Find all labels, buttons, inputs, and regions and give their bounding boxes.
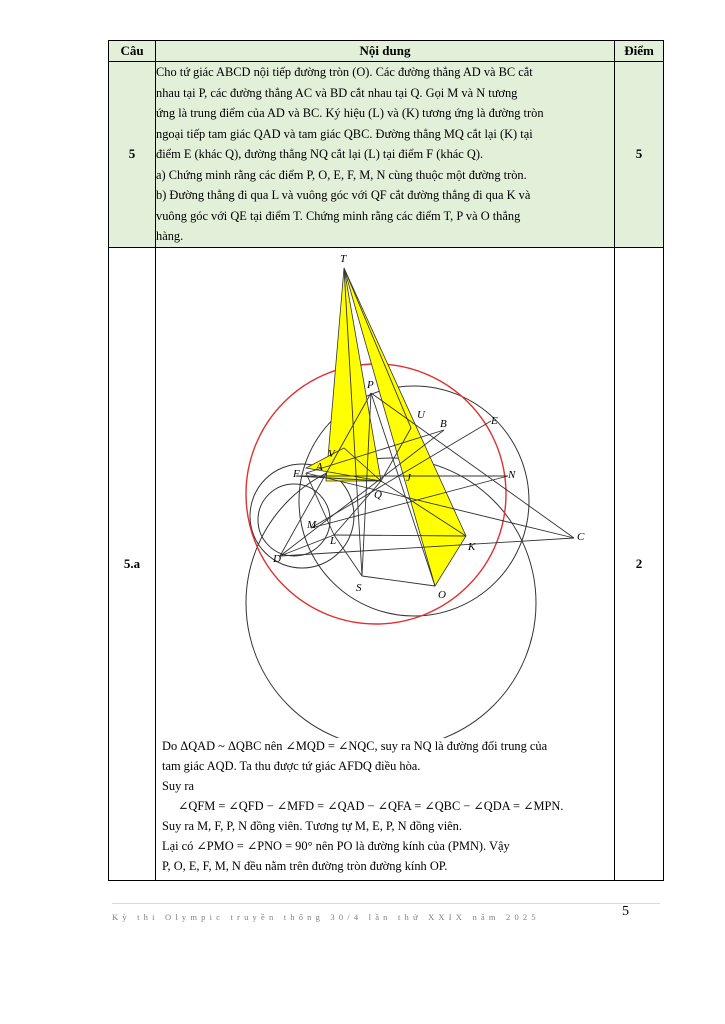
solution-number: 5.a (109, 247, 156, 880)
problem-line: a) Chứng minh rằng các điểm P, O, E, F, M, N cùng thuộc một đường tròn. (156, 167, 527, 182)
solution-content (156, 247, 615, 880)
label-k: K (468, 540, 476, 553)
footer-text: Kỳ thi Olympic truyền thống 30/4 lần thứ XXIX năm 2025 (112, 912, 540, 922)
label-t: T (340, 252, 347, 265)
label-u: U (417, 408, 425, 421)
answer-table (108, 40, 664, 881)
label-l: L (330, 534, 337, 547)
problem-points: 5 (615, 62, 664, 248)
line-so (362, 576, 435, 586)
label-s: S (356, 581, 362, 594)
label-n: N (508, 468, 516, 481)
label-p: P (367, 378, 374, 391)
problem-number: 5 (109, 62, 156, 248)
problem-line: hàng. (156, 229, 184, 243)
problem-line: vuông góc với QE tại điểm T. Chứng minh rằng các điểm T, P và O thẳng (156, 208, 521, 223)
label-o: O (438, 588, 446, 601)
solution-line: Suy ra (162, 778, 195, 793)
header-cau: Câu (109, 41, 156, 62)
label-a: A (316, 460, 323, 473)
label-q: Q (374, 488, 382, 501)
problem-line: ứng là trung điểm của AD và BC. Ký hiệu (L) và (K) tương ứng là đường tròn (156, 106, 544, 120)
label-j: J (406, 471, 411, 484)
label-e: E (491, 414, 498, 427)
label-d: D (273, 552, 281, 565)
solution-line: Suy ra M, F, P, N đồng viên. Tương tự M, E, P, N đồng viên. (162, 818, 462, 833)
geometry-figure (156, 248, 617, 738)
solution-equation: ∠QFM = ∠QFD − ∠MFD = ∠QAD − ∠QFA = ∠QBC − ∠QDA = ∠MPN. (178, 798, 564, 813)
problem-line: b) Đường thẳng đi qua L và vuông góc với QF cắt đường thẳng đi qua K và (156, 188, 531, 202)
solution-text (162, 736, 612, 876)
solution-line: P, O, E, F, M, N đều nằm trên đường tròn đường kính OP. (162, 858, 448, 873)
footer-rule (112, 903, 660, 904)
label-b: B (440, 417, 447, 430)
page-number: 5 (622, 904, 629, 919)
label-v: V (328, 447, 335, 460)
label-m: M (307, 518, 317, 531)
problem-statement (156, 62, 615, 248)
problem-line: ngoại tiếp tam giác QAD và tam giác QBC. Đường thẳng MQ cắt lại (K) tại (156, 126, 533, 141)
solution-points: 2 (615, 247, 664, 880)
label-f: F (293, 467, 300, 480)
header-noi-dung: Nội dung (156, 41, 615, 62)
header-diem: Điểm (615, 41, 664, 62)
problem-line: điểm E (khác Q), đường thẳng NQ cắt lại (L) tại điểm F (khác Q). (156, 147, 484, 161)
solution-line: tam giác AQD. Ta thu được tứ giác AFDQ điều hòa. (162, 758, 421, 773)
problem-line: Cho tứ giác ABCD nội tiếp đường tròn (O). Các đường thẳng AD và BC cắt (156, 65, 533, 79)
solution-line: Lại có ∠PMO = ∠PNO = 90° nên PO là đường kính của (PMN). Vậy (162, 838, 510, 853)
solution-line: Do ΔQAD ~ ΔQBC nên ∠MQD = ∠NQC, suy ra NQ là đường đối trung của (162, 738, 548, 753)
circle-large (246, 458, 536, 738)
problem-line: nhau tại P, các đường thẳng AC và BD cắt nhau tại Q. Gọi M và N tương (156, 85, 518, 100)
label-c: C (577, 530, 585, 543)
